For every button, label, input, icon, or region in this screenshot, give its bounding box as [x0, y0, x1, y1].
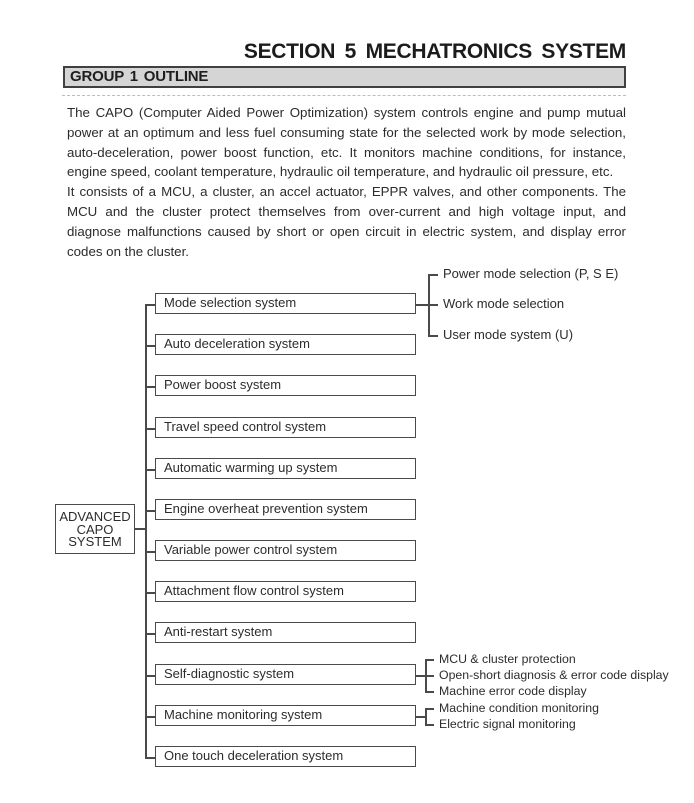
intro-paragraph-2: It consists of a MCU, a cluster, an accel actuator, EPPR valves, and other components. The MCU and the cluster protect themselves from over-current and high voltage input, and diagnose malfunctions caused by short or open circuit in electric system, and display error codes on the cluster. [67, 184, 626, 259]
row-stub-line [145, 716, 155, 718]
bracket-tick-line [428, 304, 438, 306]
diagram-root-label-line: SYSTEM [68, 534, 122, 550]
row-stub-line [145, 757, 155, 759]
row-stub-line [145, 510, 155, 512]
branch-label: Power mode selection (P, S E) [443, 266, 619, 281]
diagram-box-label: Self-diagnostic system [164, 666, 295, 681]
trunk-line [145, 304, 147, 759]
diagram-box-label: Attachment flow control system [164, 583, 344, 598]
diagram-box-label: Anti-restart system [164, 624, 273, 639]
diagram-box-label: One touch deceleration system [164, 748, 344, 763]
row-stub-line [145, 469, 155, 471]
row-stub-line [145, 386, 155, 388]
branch-label: User mode system (U) [443, 327, 574, 342]
bracket-tick-line [425, 724, 434, 726]
bracket-tick-line [425, 675, 434, 677]
diagram-box [155, 622, 416, 643]
row-stub-line [145, 592, 155, 594]
diagram-box [155, 581, 416, 602]
diagram-box-label: Engine overheat prevention system [164, 501, 368, 516]
diagram-box [155, 499, 416, 520]
bracket-line [425, 708, 427, 726]
branch-label: Machine condition monitoring [439, 701, 599, 715]
intro-paragraph-1: The CAPO (Computer Aided Power Optimization) system controls engine and pump mutual power at an optimum and less fuel consuming state for the selected work by mode selection, auto-deceleration, power boost function, etc. It monitors machine conditions, for instance, engine speed, coolant temperature, hydraulic oil temperature, and hydraulic oil pressure, etc. [67, 105, 626, 180]
diagram-box [155, 746, 416, 767]
diagram-root-label-line: CAPO [76, 521, 114, 537]
diagram-box [155, 334, 416, 355]
row-stub-line [145, 675, 155, 677]
diagram-box-label: Automatic warming up system [164, 460, 338, 475]
bracket-tick-line [425, 691, 434, 693]
branch-connector-line [416, 675, 425, 677]
branch-label: Work mode selection [443, 296, 565, 311]
row-stub-line [145, 428, 155, 430]
section-title: SECTION 5 MECHATRONICS SYSTEM [243, 40, 626, 63]
diagram-box [155, 293, 416, 314]
branch-label: Open-short diagnosis & error code display [439, 668, 669, 682]
diagram-box-label: Power boost system [164, 377, 282, 392]
bracket-tick-line [428, 335, 438, 337]
diagram-box [155, 664, 416, 685]
bracket-tick-line [428, 274, 438, 276]
diagram-box-label: Variable power control system [164, 542, 338, 557]
bracket-tick-line [425, 708, 434, 710]
diagram-box [155, 705, 416, 726]
diagram-root-label-line: ADVANCED [59, 509, 131, 524]
row-stub-line [145, 345, 155, 347]
diagram-box-label: Travel speed control system [164, 419, 327, 434]
row-stub-line [145, 633, 155, 635]
diagram-box-label: Mode selection system [164, 295, 297, 310]
branch-label: Electric signal monitoring [439, 717, 576, 731]
diagram-box [155, 458, 416, 479]
row-stub-line [145, 304, 155, 306]
diagram-box [155, 540, 416, 561]
diagram-root-box [55, 504, 135, 554]
root-connector-line [135, 528, 145, 530]
branch-connector-line [416, 716, 425, 718]
branch-connector-line [416, 304, 428, 306]
group-heading-label: GROUP 1 OUTLINE [70, 68, 209, 85]
diagram-box [155, 417, 416, 438]
row-stub-line [145, 551, 155, 553]
bracket-tick-line [425, 659, 434, 661]
branch-label: MCU & cluster protection [439, 652, 576, 666]
diagram-box-label: Machine monitoring system [164, 707, 323, 722]
diagram-box-label: Auto deceleration system [164, 336, 310, 351]
diagram-box [155, 375, 416, 396]
branch-label: Machine error code display [439, 684, 587, 698]
